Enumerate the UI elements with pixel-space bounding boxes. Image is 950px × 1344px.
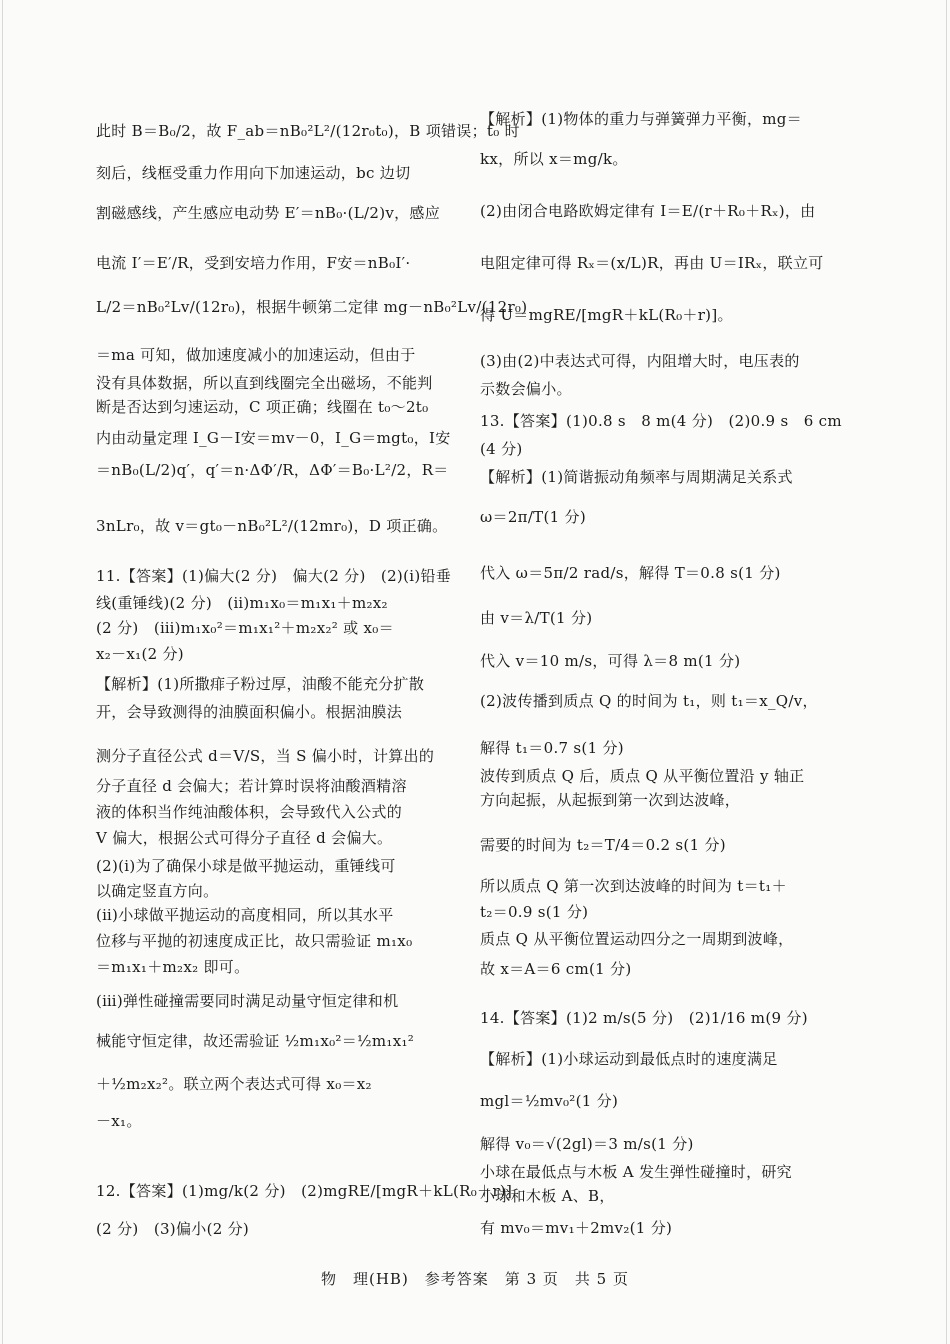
text-line: (2)由闭合电路欧姆定律有 I＝E/(r＋R₀＋Rₓ)，由 <box>480 202 816 220</box>
text-line: (2 分) (3)偏小(2 分) <box>96 1220 250 1238</box>
left-page-edge <box>2 0 3 1344</box>
text-line: 3nLr₀，故 v＝gt₀－nB₀²L²/(12mr₀)，D 项正确。 <box>96 517 448 535</box>
text-line: (2 分) (ⅲ)m₁x₀²＝m₁x₁²＋m₂x₂² 或 x₀＝ <box>96 619 394 637</box>
text-line: 电流 I′＝E′/R，受到安培力作用，F安＝nB₀I′· <box>96 254 411 272</box>
text-line: 线(重锤线)(2 分) (ⅱ)m₁x₀＝m₁x₁＋m₂x₂ <box>96 594 388 612</box>
right-page-edge <box>946 0 947 1344</box>
text-line: kx，所以 x＝mg/k。 <box>480 150 628 168</box>
text-line: 【解析】(1)物体的重力与弹簧弹力平衡，mg＝ <box>480 110 802 128</box>
text-line: 此时 B＝B₀/2，故 F_ab＝nB₀²L²/(12r₀t₀)，B 项错误；t₀ 时 <box>96 122 520 140</box>
text-line: 以确定竖直方向。 <box>96 882 219 900</box>
text-line: 示数会偏小。 <box>480 380 572 398</box>
text-line: 测分子直径公式 d＝V/S，当 S 偏小时，计算出的 <box>96 747 435 765</box>
text-line: 【解析】(1)简谐振动角频率与周期满足关系式 <box>480 468 793 486</box>
text-line: ＝ma 可知，做加速度减小的加速运动，但由于 <box>96 346 416 364</box>
text-line: ＝nB₀(L/2)q′，q′＝n·ΔΦ′/R，ΔΦ′＝B₀·L²/2，R＝ <box>96 461 449 479</box>
text-line: 液的体积当作纯油酸体积，会导致代入公式的 <box>96 803 403 821</box>
text-line: (ⅲ)弹性碰撞需要同时满足动量守恒定律和机 <box>96 992 399 1010</box>
text-line: 内由动量定理 I_G－I安＝mv－0，I_G＝mgt₀，I安 <box>96 429 451 447</box>
text-line: 开，会导致测得的油膜面积偏小。根据油膜法 <box>96 703 403 721</box>
text-line: 【解析】(1)小球运动到最低点时的速度满足 <box>480 1050 778 1068</box>
text-line: ＋½m₂x₂²。联立两个表达式可得 x₀＝x₂ <box>96 1075 372 1093</box>
text-line: 13.【答案】(1)0.8 s 8 m(4 分) (2)0.9 s 6 cm <box>480 412 842 430</box>
text-line: －x₁。 <box>96 1112 142 1130</box>
text-line: 需要的时间为 t₂＝T/4＝0.2 s(1 分) <box>480 836 726 854</box>
text-line: 解得 t₁＝0.7 s(1 分) <box>480 739 624 757</box>
text-line: 割磁感线，产生感应电动势 E′＝nB₀·(L/2)v，感应 <box>96 204 441 222</box>
text-line: 解得 v₀＝√(2gl)＝3 m/s(1 分) <box>480 1135 694 1153</box>
text-line: t₂＝0.9 s(1 分) <box>480 903 589 921</box>
text-line: 得 U＝mgRE/[mgR＋kL(R₀＋r)]。 <box>480 306 733 324</box>
text-line: 没有具体数据，所以直到线圈完全出磁场，不能判 <box>96 374 433 392</box>
text-line: 所以质点 Q 第一次到达波峰的时间为 t＝t₁＋ <box>480 877 787 895</box>
text-line: V 偏大，根据公式可得分子直径 d 会偏大。 <box>96 829 393 847</box>
text-line: 断是否达到匀速运动，C 项正确；线圈在 t₀～2t₀ <box>96 398 429 416</box>
text-line: mgl＝½mv₀²(1 分) <box>480 1092 619 1110</box>
page-footer: 物 理(HB) 参考答案 第 3 页 共 5 页 <box>321 1270 629 1288</box>
text-line: 小球和木板 A、B， <box>480 1187 615 1205</box>
text-line: L/2＝nB₀²Lv/(12r₀)，根据牛顿第二定律 mg－nB₀²Lv/(12r₀) <box>96 298 528 316</box>
text-line: 小球在最低点与木板 A 发生弹性碰撞时，研究 <box>480 1163 792 1181</box>
text-line: 械能守恒定律，故还需验证 ½m₁x₀²＝½m₁x₁² <box>96 1032 415 1050</box>
text-line: 12.【答案】(1)mg/k(2 分) (2)mgRE/[mgR＋kL(R₀＋r)] <box>96 1182 513 1200</box>
text-line: 11.【答案】(1)偏大(2 分) 偏大(2 分) (2)(ⅰ)铅垂 <box>96 567 452 585</box>
text-line: 代入 ω＝5π/2 rad/s，解得 T＝0.8 s(1 分) <box>480 564 781 582</box>
text-line: 质点 Q 从平衡位置运动四分之一周期到波峰， <box>480 930 794 948</box>
text-line: 故 x＝A＝6 cm(1 分) <box>480 960 632 978</box>
text-line: 波传到质点 Q 后，质点 Q 从平衡位置沿 y 轴正 <box>480 767 805 785</box>
text-line: ω＝2π/T(1 分) <box>480 508 587 526</box>
text-line: 代入 v＝10 m/s，可得 λ＝8 m(1 分) <box>480 652 741 670</box>
text-line: 方向起振，从起振到第一次到达波峰， <box>480 791 741 809</box>
text-line: ＝m₁x₁＋m₂x₂ 即可。 <box>96 958 250 976</box>
text-line: (3)由(2)中表达式可得，内阻增大时，电压表的 <box>480 352 800 370</box>
text-line: 由 v＝λ/T(1 分) <box>480 609 593 627</box>
text-line: x₂－x₁(2 分) <box>96 645 184 663</box>
text-line: (ⅱ)小球做平抛运动的高度相同，所以其水平 <box>96 906 394 924</box>
text-line: 14.【答案】(1)2 m/s(5 分) (2)1/16 m(9 分) <box>480 1009 808 1027</box>
text-line: 【解析】(1)所撒痱子粉过厚，油酸不能充分扩散 <box>96 675 425 693</box>
text-line: (4 分) <box>480 440 523 458</box>
text-line: (2)波传播到质点 Q 的时间为 t₁，则 t₁＝x_Q/v， <box>480 692 818 710</box>
text-line: 位移与平抛的初速度成正比，故只需验证 m₁x₀ <box>96 932 413 950</box>
text-line: 分子直径 d 会偏大；若计算时误将油酸酒精溶 <box>96 777 407 795</box>
text-line: 刻后，线框受重力作用向下加速运动，bc 边切 <box>96 164 411 182</box>
text-line: (2)(ⅰ)为了确保小球是做平抛运动，重锤线可 <box>96 857 396 875</box>
text-line: 有 mv₀＝mv₁＋2mv₂(1 分) <box>480 1219 673 1237</box>
text-line: 电阻定律可得 Rₓ＝(x/L)R，再由 U＝IRₓ，联立可 <box>480 254 824 272</box>
